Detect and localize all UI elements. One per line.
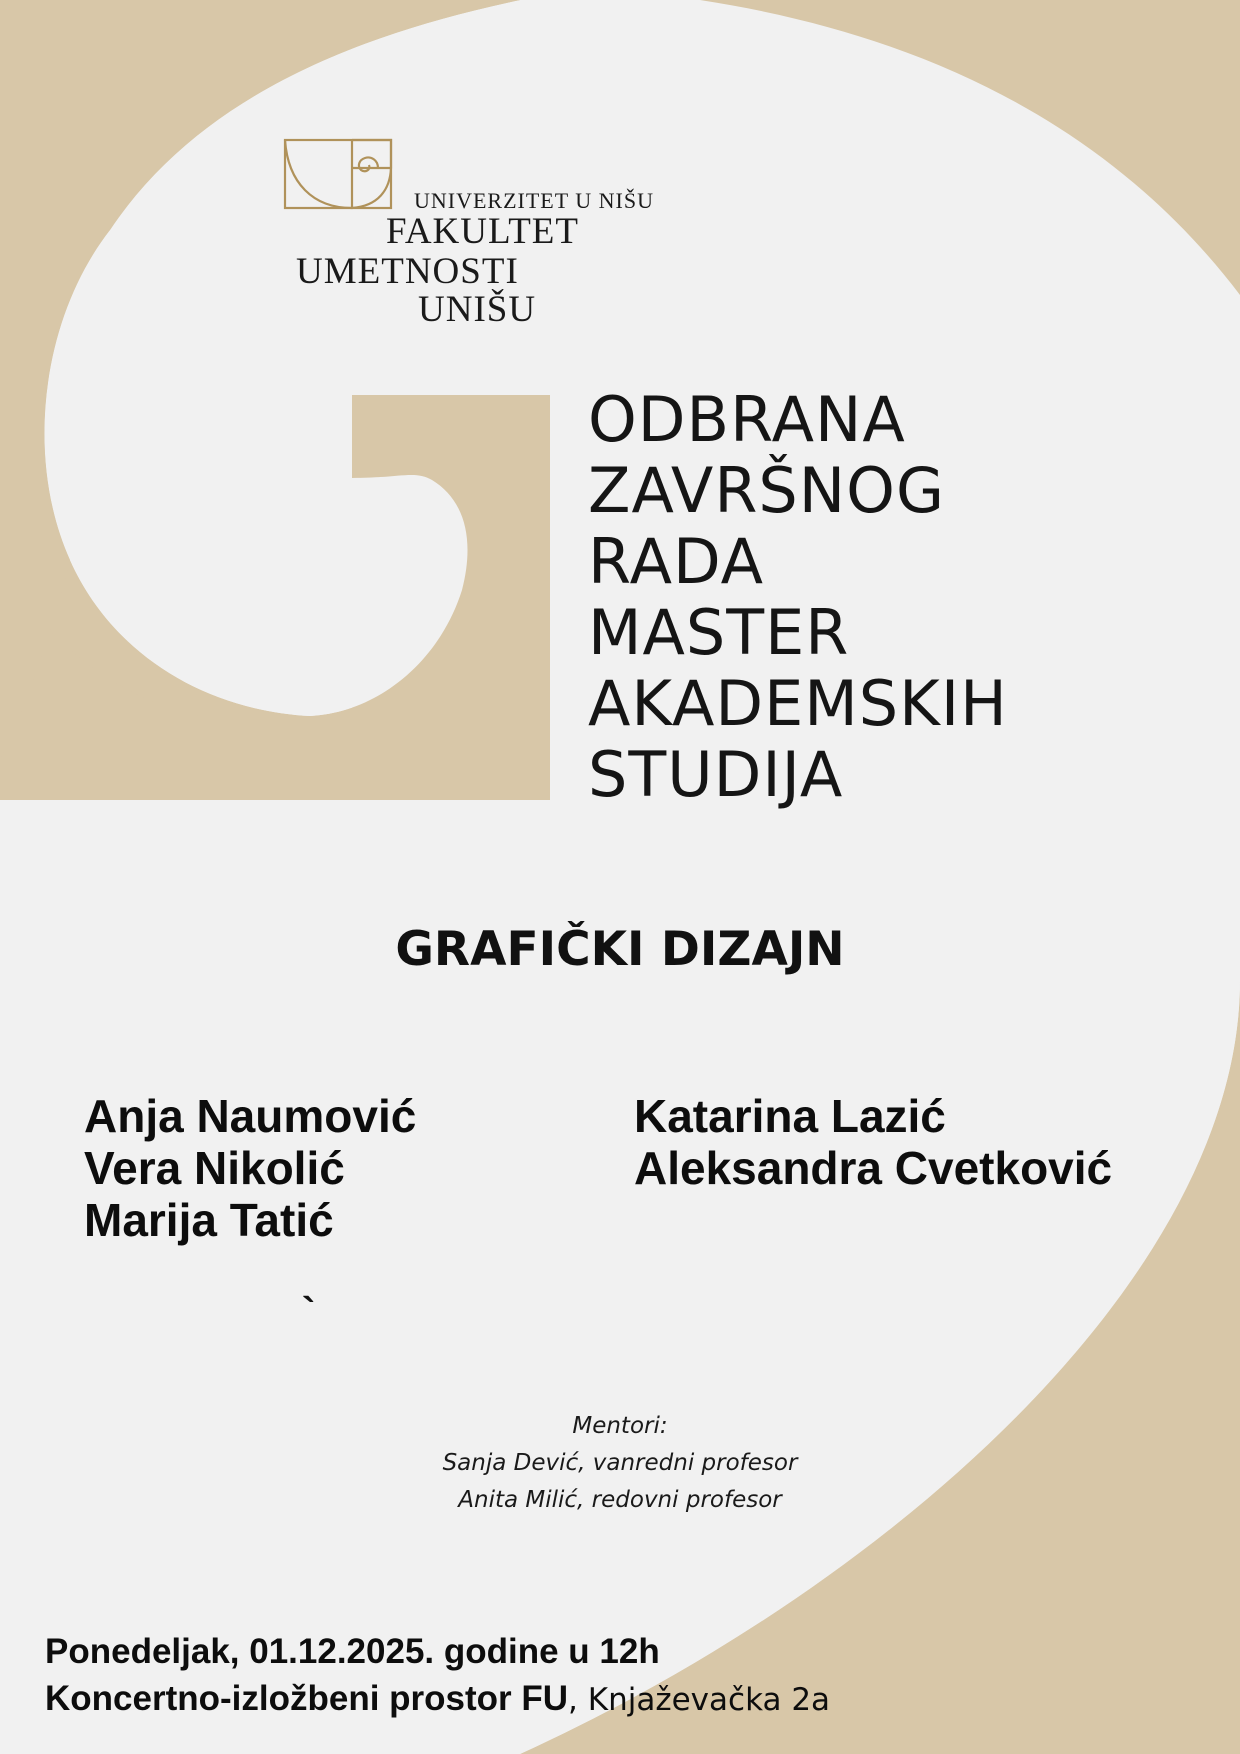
logo-faculty-line1: FAKULTET — [386, 211, 579, 252]
mentor-item: Anita Milić, redovni profesor — [458, 1487, 782, 1513]
event-details — [45, 1628, 830, 1724]
title-line: ODBRANA — [588, 383, 906, 456]
student-name: Aleksandra Cvetković — [634, 1142, 1113, 1194]
logo-university-text: UNIVERZITET U NIŠU — [414, 188, 655, 213]
title-line: AKADEMSKIH — [588, 667, 1008, 740]
student-name: Vera Nikolić — [84, 1142, 345, 1194]
faculty-logo-icon — [283, 138, 393, 210]
mentors-heading: Mentori: — [572, 1413, 668, 1439]
logo-faculty-line3: UNIŠU — [418, 289, 537, 330]
student-name: Katarina Lazić — [634, 1090, 946, 1142]
event-location — [45, 1675, 830, 1724]
student-name: Marija Tatić — [84, 1194, 334, 1246]
students-right-column — [634, 1090, 1112, 1194]
event-address: , Knjaževačka 2a — [568, 1682, 831, 1718]
students-left-column — [84, 1090, 416, 1246]
mentors-block — [0, 1408, 1240, 1519]
event-title — [588, 384, 1008, 810]
student-name: Anja Naumović — [84, 1090, 417, 1142]
title-line: RADA — [588, 525, 765, 598]
event-venue: Koncertno-izložbeni prostor FU — [45, 1679, 569, 1718]
mentor-item: Sanja Dević, vanredni profesor — [442, 1450, 798, 1476]
stray-mark: ` — [302, 1290, 316, 1334]
title-line: ZAVRŠNOG — [588, 454, 945, 527]
logo-faculty-line2: UMETNOSTI — [296, 251, 519, 292]
title-line: STUDIJA — [588, 738, 844, 811]
event-date: Ponedeljak, 01.12.2025. godine u 12h — [45, 1632, 660, 1671]
title-line: MASTER — [588, 596, 850, 669]
study-program-heading: GRAFIČKI DIZAJN — [395, 922, 845, 977]
